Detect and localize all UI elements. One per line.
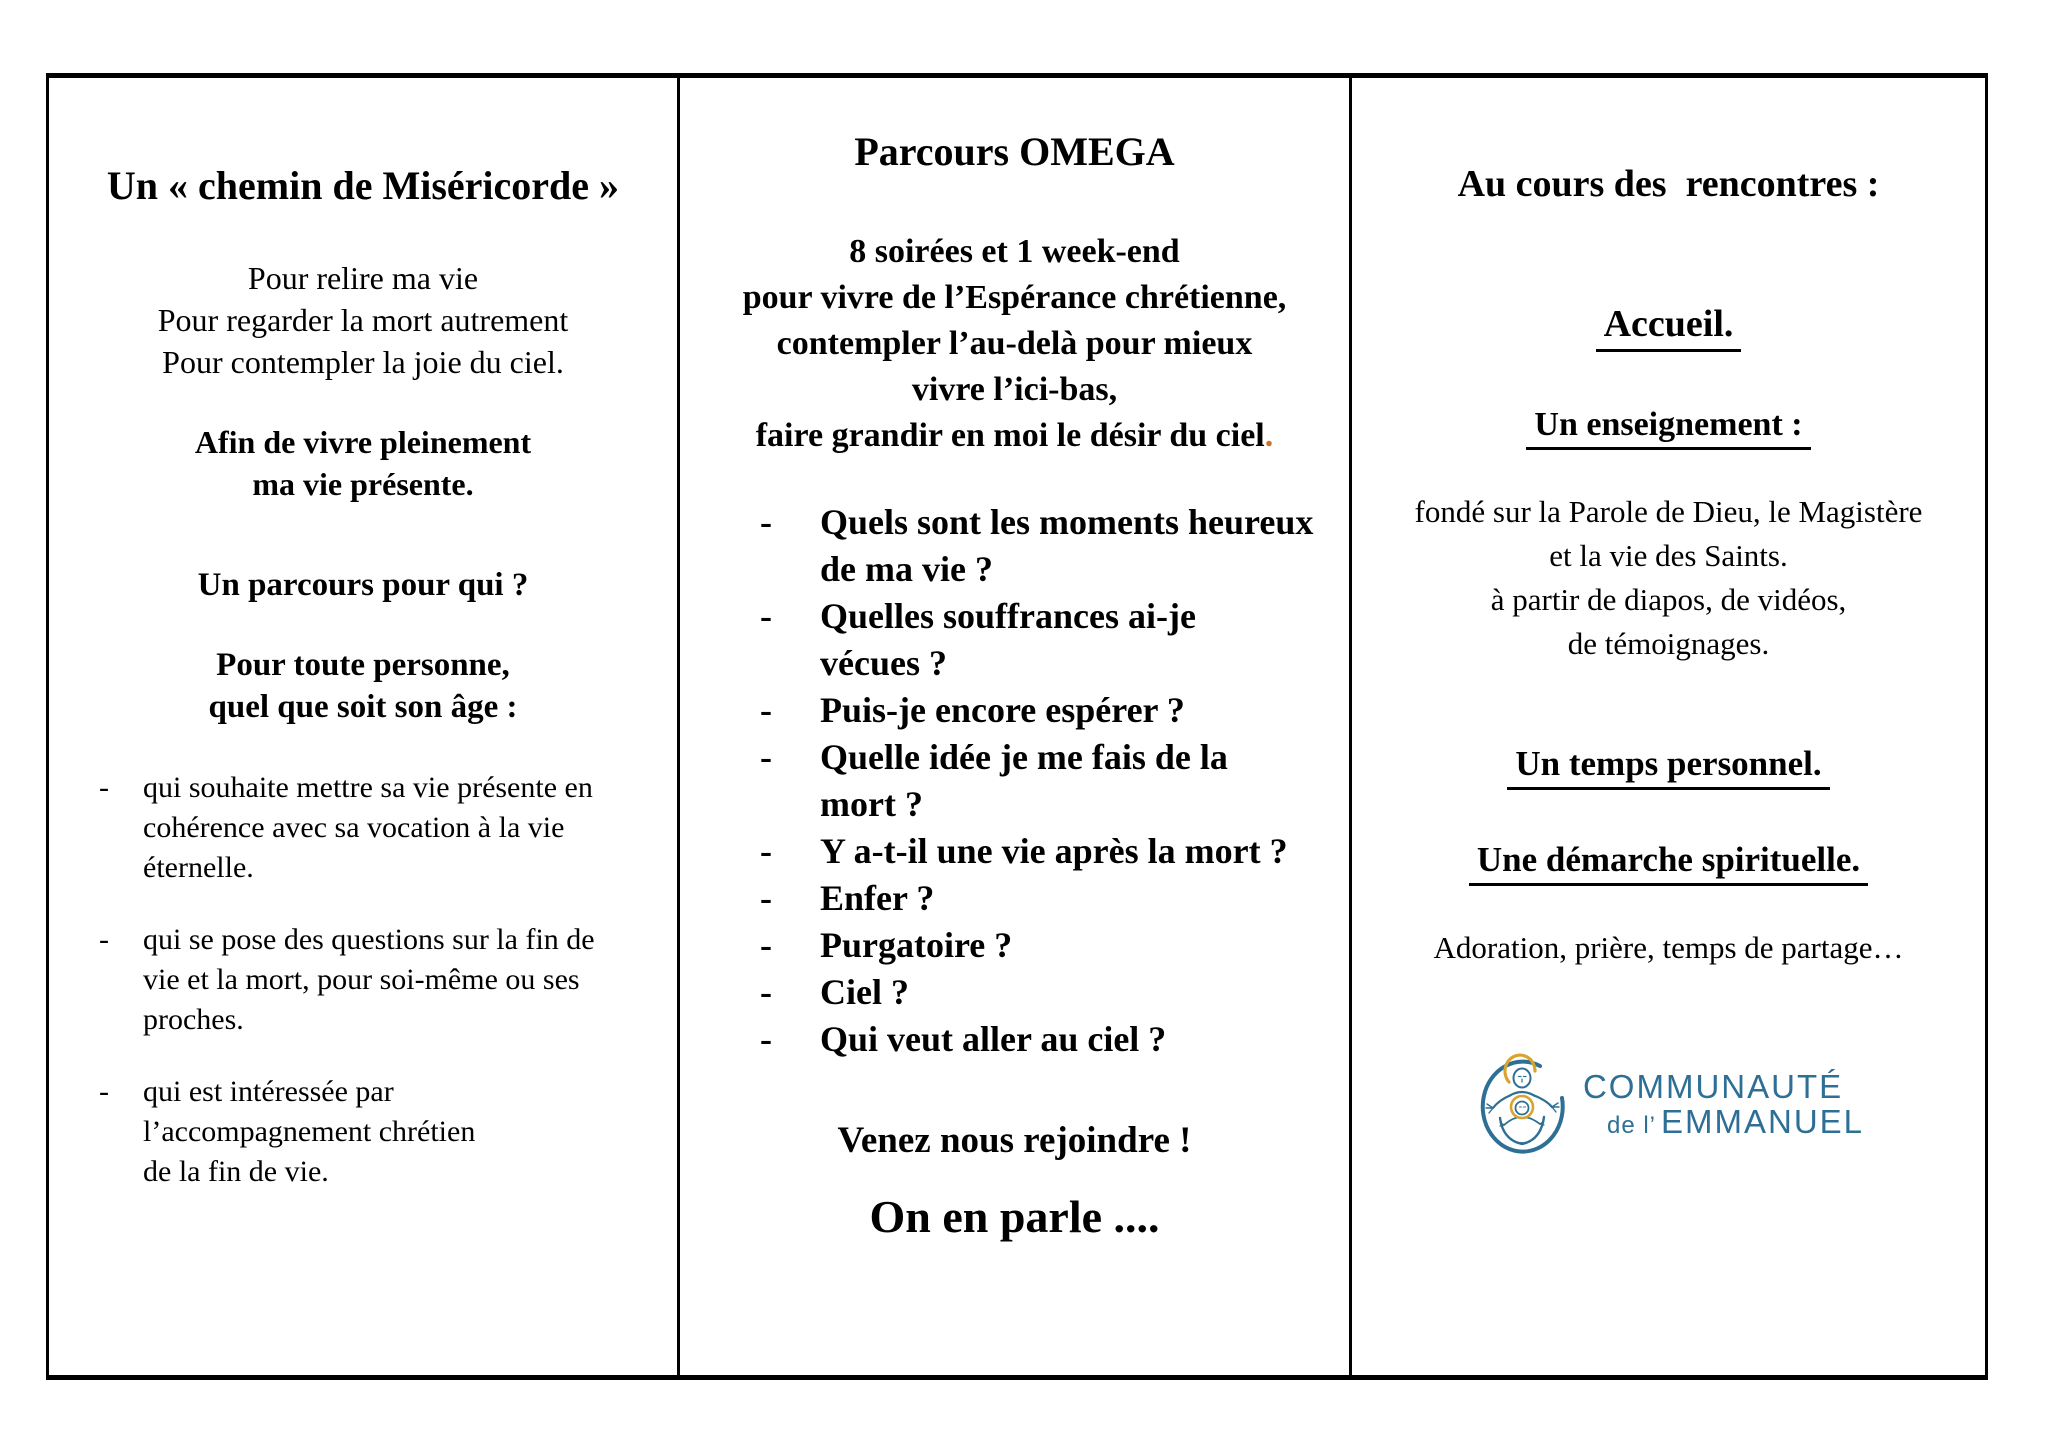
list-item xyxy=(760,828,1349,875)
text-line xyxy=(680,413,1349,459)
text-line: ma vie présente. xyxy=(252,466,474,502)
bullet-text xyxy=(820,687,1185,734)
list-item xyxy=(760,687,1349,734)
communaute-emmanuel-logo xyxy=(1352,1050,1985,1162)
list-item xyxy=(760,734,1349,828)
text-line: Purgatoire ? xyxy=(820,925,1013,965)
middle-title: Parcours OMEGA xyxy=(854,129,1175,174)
brochure-sheet xyxy=(46,73,1988,1380)
text-line: Y a-t-il une vie après la mort ? xyxy=(820,831,1288,871)
accent-period: . xyxy=(1264,417,1274,454)
text-line: Afin de vivre pleinement xyxy=(194,424,532,460)
text-line: à partir de diapos, de vidéos, xyxy=(1490,582,1847,617)
text-line: Enfer ? xyxy=(820,878,935,918)
bullet-dash: - xyxy=(760,878,772,918)
text-line: vie et la mort, pour soi-même ou ses xyxy=(143,963,580,996)
text-line: proches. xyxy=(143,1003,244,1036)
text-line: Pour regarder la mort autrement xyxy=(157,302,569,338)
text-line: mort ? xyxy=(820,784,923,824)
list-item xyxy=(760,922,1349,969)
logo-line1: COMMUNAUTÉ xyxy=(1582,1068,1844,1105)
middle-closing: On en parle .... xyxy=(869,1191,1160,1242)
text-line: éternelle. xyxy=(143,851,254,884)
text-line: Quelle idée je me fais de la xyxy=(820,737,1228,777)
list-item xyxy=(760,875,1349,922)
left-audience xyxy=(49,644,677,728)
bullet-text xyxy=(820,969,909,1016)
list-item xyxy=(760,593,1349,687)
text-line: de la fin de vie. xyxy=(143,1155,329,1188)
panel-middle xyxy=(677,78,1349,1375)
bullet-dash: - xyxy=(760,690,772,730)
list-item xyxy=(99,768,677,888)
bullet-text xyxy=(143,768,593,888)
madonna-and-child-icon xyxy=(1473,1050,1573,1162)
text-line: quel que soit son âge : xyxy=(208,689,518,725)
bullet-dash: - xyxy=(760,502,772,542)
text-line: de témoignages. xyxy=(1567,626,1770,661)
text-line: qui se pose des questions sur la fin de xyxy=(143,923,595,956)
right-enseignement-body xyxy=(1352,490,1985,666)
right-heading-demarche-wrap xyxy=(1352,840,1985,886)
left-question-heading: Un parcours pour qui ? xyxy=(197,567,529,603)
left-intro xyxy=(49,257,677,383)
bullet-text xyxy=(143,1072,475,1192)
right-title: Au cours des rencontres : xyxy=(1457,163,1880,205)
logo-text xyxy=(1583,1069,1864,1143)
list-item xyxy=(760,499,1349,593)
text-line: Pour contempler la joie du ciel. xyxy=(162,344,564,380)
logo-line2-big: EMMANUEL xyxy=(1661,1103,1865,1140)
list-item xyxy=(760,1016,1349,1063)
left-bullet-list xyxy=(99,768,677,1192)
bullet-dash: - xyxy=(99,923,109,956)
bullet-text xyxy=(820,593,1196,687)
right-heading-temps: Un temps personnel. xyxy=(1507,744,1829,790)
text-segment: faire grandir en moi le désir du ciel xyxy=(755,417,1265,454)
bullet-dash: - xyxy=(760,737,772,777)
text-line: Quelles souffrances ai-je xyxy=(820,596,1196,636)
left-emphasis xyxy=(49,421,677,505)
text-line: Ciel ? xyxy=(820,972,909,1012)
bullet-dash: - xyxy=(760,925,772,965)
bullet-dash: - xyxy=(760,972,772,1012)
panel-left xyxy=(49,78,677,1375)
text-line: l’accompagnement chrétien xyxy=(143,1115,476,1148)
text-line: Puis-je encore espérer ? xyxy=(820,690,1185,730)
bullet-text xyxy=(820,875,934,922)
text-line: et la vie des Saints. xyxy=(1549,538,1788,573)
middle-intro xyxy=(680,229,1349,459)
bullet-text xyxy=(820,734,1228,828)
left-title: Un « chemin de Miséricorde » xyxy=(106,163,620,208)
logo-line2 xyxy=(1607,1105,1864,1143)
bullet-text xyxy=(820,922,1012,969)
list-item xyxy=(99,1072,677,1192)
text-line: 8 soirées et 1 week-end xyxy=(849,233,1180,270)
text-line: fondé sur la Parole de Dieu, le Magistère xyxy=(1414,494,1923,529)
bullet-dash: - xyxy=(99,1075,109,1108)
list-item xyxy=(99,920,677,1040)
right-heading-demarche: Une démarche spirituelle. xyxy=(1469,840,1868,886)
right-heading-accueil: Accueil. xyxy=(1596,302,1742,352)
text-line: contempler l’au-delà pour mieux xyxy=(776,325,1253,362)
right-demarche-body: Adoration, prière, temps de partage… xyxy=(1433,930,1904,965)
right-heading-enseignement: Un enseignement : xyxy=(1526,406,1810,450)
bullet-dash: - xyxy=(760,831,772,871)
text-line: Quels sont les moments heureux xyxy=(820,502,1314,542)
right-heading-accueil-wrap xyxy=(1352,302,1985,352)
text-line: de ma vie ? xyxy=(820,549,993,589)
list-item xyxy=(760,969,1349,1016)
right-heading-temps-wrap xyxy=(1352,744,1985,790)
text-line: qui est intéressée par xyxy=(143,1075,394,1108)
bullet-text xyxy=(820,499,1313,593)
logo-line2-small: de l’ xyxy=(1606,1112,1656,1139)
bullet-text xyxy=(820,1016,1166,1063)
bullet-text xyxy=(820,828,1288,875)
bullet-dash: - xyxy=(760,596,772,636)
bullet-text xyxy=(143,920,595,1040)
text-line: Pour toute personne, xyxy=(216,647,510,683)
bullet-dash: - xyxy=(99,771,109,804)
text-line: vivre l’ici-bas, xyxy=(911,371,1118,408)
text-line: vécues ? xyxy=(820,643,947,683)
text-line: Qui veut aller au ciel ? xyxy=(820,1019,1167,1059)
bullet-dash: - xyxy=(760,1019,772,1059)
right-heading-enseignement-wrap xyxy=(1352,406,1985,450)
middle-bullet-list xyxy=(760,499,1349,1063)
text-line: cohérence avec sa vocation à la vie xyxy=(143,811,565,844)
text-line: Pour relire ma vie xyxy=(247,260,479,296)
panel-right xyxy=(1349,78,1985,1375)
text-line: qui souhaite mettre sa vie présente en xyxy=(143,771,593,804)
text-line: pour vivre de l’Espérance chrétienne, xyxy=(742,279,1287,316)
middle-invite: Venez nous rejoindre ! xyxy=(837,1120,1192,1161)
